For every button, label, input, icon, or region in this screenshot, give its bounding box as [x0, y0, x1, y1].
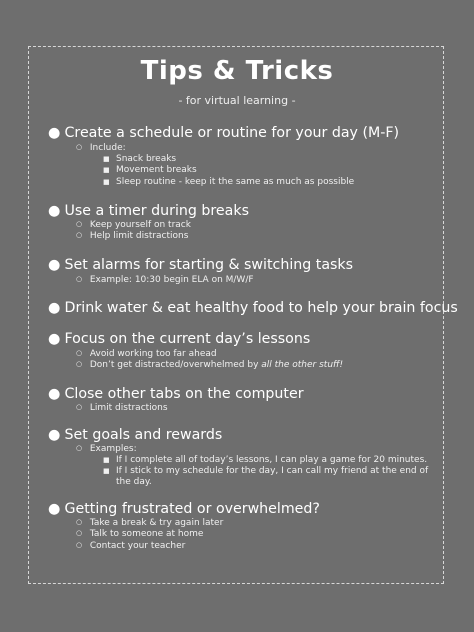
tip-heading-timer: [48, 203, 249, 219]
tip-heading-text: Focus on the current day’s lessons: [64, 331, 311, 347]
bullet-icon: ●: [48, 203, 61, 219]
tip-subsubitem: [103, 165, 433, 176]
bullet-icon: ●: [48, 386, 61, 402]
tip-subsubitem-text: Sleep routine - keep it the same as much as possible: [116, 177, 355, 187]
tip-subitem-text: Limit distractions: [89, 403, 168, 413]
tip-heading-text: Getting frustrated or overwhelmed?: [64, 501, 320, 517]
tip-heading-text: Set alarms for starting & switching tasks: [64, 257, 354, 273]
bullet-icon: ●: [48, 331, 61, 347]
tip-subitem: [76, 541, 185, 551]
tip-subitem: [76, 275, 254, 285]
circle-bullet-icon: ○: [76, 529, 83, 537]
tip-subitem-emphasis: all the other stuff!: [261, 360, 344, 370]
tip-heading-alarms: [48, 257, 353, 273]
tip-subitem-text: Contact your teacher: [89, 541, 186, 551]
tip-subsubitem-text: If I complete all of today’s lessons, I can play a game for 20 minutes.: [116, 455, 428, 465]
tip-heading-text: Use a timer during breaks: [64, 203, 249, 219]
square-bullet-icon: ■: [103, 155, 110, 163]
circle-bullet-icon: ○: [76, 349, 83, 357]
circle-bullet-icon: ○: [76, 231, 83, 239]
square-bullet-icon: ■: [103, 178, 110, 186]
bullet-icon: ●: [48, 125, 61, 141]
circle-bullet-icon: ○: [76, 518, 83, 526]
tip-subsubitem-text: Movement breaks: [116, 165, 197, 175]
tip-subsubitem: [103, 455, 433, 466]
bullet-icon: ●: [48, 427, 61, 443]
tip-subitem: [76, 360, 343, 370]
tip-subitem-text: Take a break & try again later: [89, 518, 224, 528]
tip-heading-focus: [48, 331, 310, 347]
tip-subitem-text: Example: 10:30 begin ELA on M/W/F: [89, 275, 254, 285]
tip-heading-tabs: [48, 386, 304, 402]
tip-subsubitem: [103, 154, 433, 165]
tip-subitem: [76, 349, 217, 359]
tip-heading-text: Create a schedule or routine for your day (M-F): [64, 125, 400, 141]
tip-subitem: [76, 518, 223, 528]
tip-subitem-text: Include:: [89, 143, 126, 153]
circle-bullet-icon: ○: [76, 444, 83, 452]
tip-subitem-text: Avoid working too far ahead: [89, 349, 217, 359]
tip-subitem: [76, 231, 188, 241]
tip-subitem: [76, 444, 137, 454]
circle-bullet-icon: ○: [76, 220, 83, 228]
tip-subsubitem: [103, 466, 433, 488]
bullet-icon: ●: [48, 300, 61, 316]
circle-bullet-icon: ○: [76, 360, 83, 368]
circle-bullet-icon: ○: [76, 541, 83, 549]
tip-heading-water: [48, 300, 458, 316]
tip-subsubitem: [103, 177, 433, 188]
circle-bullet-icon: ○: [76, 275, 83, 283]
circle-bullet-icon: ○: [76, 143, 83, 151]
tip-subitem: [76, 220, 191, 230]
tip-subitem: [76, 529, 203, 539]
tip-subitem-text: Talk to someone at home: [89, 529, 204, 539]
square-bullet-icon: ■: [103, 467, 110, 475]
page-title: Tips & Tricks: [140, 56, 334, 86]
square-bullet-icon: ■: [103, 166, 110, 174]
bullet-icon: ●: [48, 257, 61, 273]
tip-heading-text: Drink water & eat healthy food to help your brain focus: [64, 300, 458, 316]
square-bullet-icon: ■: [103, 456, 110, 464]
tip-subitem-text: Examples:: [89, 444, 137, 454]
tip-subitem-text: Help limit distractions: [89, 231, 189, 241]
tip-subitem: [76, 143, 126, 153]
tip-subitem-text: Don’t get distracted/overwhelmed by: [89, 360, 262, 370]
tip-subitem-text: Keep yourself on track: [89, 220, 191, 230]
tip-subsubitem-text: Snack breaks: [116, 154, 177, 164]
tip-heading-text: Set goals and rewards: [64, 427, 223, 443]
tip-heading-goals: [48, 427, 222, 443]
bullet-icon: ●: [48, 501, 61, 517]
tip-heading-text: Close other tabs on the computer: [64, 386, 304, 402]
tip-heading-frustrated: [48, 501, 320, 517]
tip-heading-schedule: [48, 125, 399, 141]
page-subtitle: - for virtual learning -: [178, 94, 296, 107]
tip-subsubitem-text: If I stick to my schedule for the day, I can call my friend at the end of the day.: [116, 466, 429, 487]
circle-bullet-icon: ○: [76, 403, 83, 411]
tip-subitem: [76, 403, 168, 413]
